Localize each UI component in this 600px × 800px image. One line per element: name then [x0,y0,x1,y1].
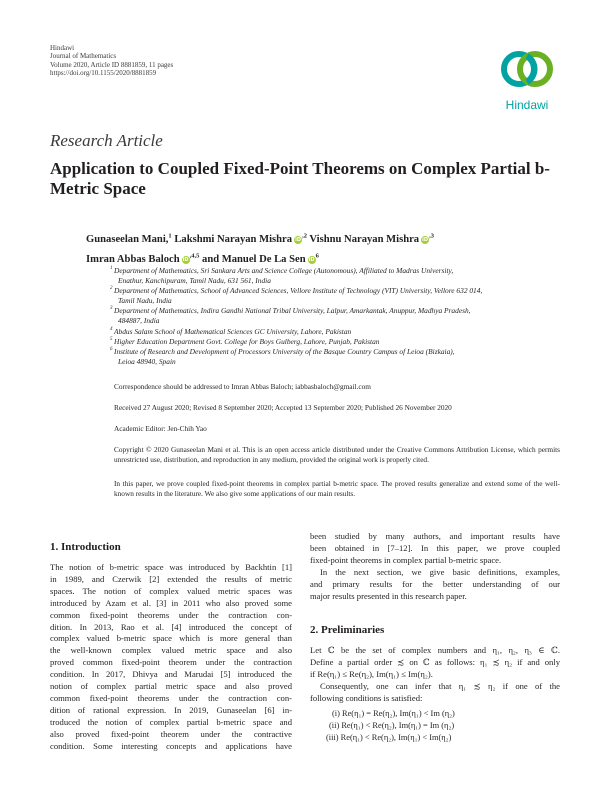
journal-meta [50,44,173,78]
right-column-intro [310,531,560,602]
hindawi-logo [497,45,557,112]
text-line: In the next section, we give basic definitions, examples, [320,566,560,577]
section-heading-introduction: 1. Introduction [50,541,121,553]
affiliation: 4 Abdus Salam School of Mathematical Sciences GC University, Lahore, Pakistan [110,326,352,336]
affiliation: 1 Department of Mathematics, Sri Sankara Arts and Science College (Autonomous), Affiliated to Madras University, Enathur, Kanchipuram, Tamil Nadu, 631 561, India [110,266,454,286]
text-line: troduced the notion of complex partial b-metric space and [50,716,292,727]
text-line: major results presented in this research paper. [310,590,467,601]
author: Vishnu Narayan Mishra $iD^{,3}$ [309,232,434,245]
text-line: following conditions is satisfied: [310,692,423,703]
orcid-icon[interactable]: iD [182,257,189,264]
introduction-body [50,562,292,753]
text-line: complex valued b-metric space which is more general than [50,633,292,644]
condition-item: (iii) Re(η₁) < Re(η₂), Im(η₁) < Im(η₂) [326,732,452,742]
text-line: Consequently, one can infer that η₁ ≾ η₂ if one of the [320,680,560,691]
text-line: the well-known complex valued metric space and also [50,645,292,656]
text-line: condition. Some interesting concepts and applications have [50,740,292,751]
affiliation: 6 Institute of Research and Development of Processors University of the Basque Country Campus of Leioa (Bizkaia), Leioa 48940, Spain [110,346,455,366]
hindawi-rings-icon [497,45,557,93]
affiliation: 2 Department of Mathematics, School of Advanced Sciences, Vellore Institute of Technology (VIT) University, Vellore 632 014, Tamil Nadu, India [110,286,483,306]
text-line: fixed-point theorems in complex partial b-metric space. [310,554,502,565]
article-title: Application to Coupled Fixed-Point Theorems on Complex Partial b-Metric Space [50,159,550,198]
volume-line: Volume 2020, Article ID 8881859, 11 pages [50,60,174,69]
author: Lakshmi Narayan Mishra $iD^{,2}$ [174,232,307,245]
condition-list [326,708,560,743]
doi-link[interactable]: https://doi.org/10.1155/2020/8881859 [50,69,157,78]
text-line: condition. In 2017, Dhivya and Marudai [5] introduced the [50,669,292,680]
text-line: common fixed-point theorems under the contraction con- [50,692,292,703]
text-line: if Re(η₁) ≤ Re(η₂), Im(η₁) ≤ Im(η₂). [310,668,433,679]
author: Imran Abbas Baloch $iD^{,4,5}$ [86,252,200,266]
affiliation-list [110,266,560,367]
abstract: In this paper, we prove coupled fixed-point theorems in complex partial b-metric space. The proved results generalize and extend some of the well-known results in the literature. We also give some applications of our main results. [114,479,560,498]
condition-item: (i) Re(η₁) = Re(η₂), Im(η₁) < Im (η₂) [332,709,455,718]
affiliation: 3 Department of Mathematics, Indira Gandhi National Tribal University, Lalpur, Amarkantak, Anuppur, Madhya Pradesh, 484887, India [110,306,471,326]
text-line: Define a partial order ≾ on ℂ as follows: η₁ ≾ η₂ if and only [310,656,560,667]
text-line: in 1989, and Czerwik [2] extended the results of metric [50,573,292,584]
orcid-icon[interactable]: iD [295,236,301,243]
article-type: Research Article [50,131,163,150]
condition-item: (ii) Re(η₁) < Re(η₂), Im(η₁) = Im (η₂) [329,720,455,730]
journal-name: Journal of Mathematics [50,52,117,61]
text-line: Let ℂ be the set of complex numbers and η₁, η₂, η₃ ∈ ℂ. [310,645,560,655]
text-line: common fixed-point theorems under the contraction con- [50,609,292,620]
publisher-name: Hindawi [50,44,75,52]
text-line: proved common fixed-point theorem under the contraction [50,657,292,668]
affiliation: 5 Higher Education Department Govt. College for Boys Gulberg, Lahore, Punjab, Pakistan [110,336,380,346]
text-line: also proved fixed-point theorem under the contractive [50,728,292,739]
text-line: introduced by Azam et al. [3] in 2011 who also proved some [50,597,292,608]
section-heading-preliminaries: 2. Preliminaries [310,624,385,636]
text-line: been studied by many authors, and important results have [310,531,560,541]
orcid-icon[interactable]: iD [422,236,429,243]
orcid-icon[interactable]: iD [308,257,315,264]
author: and Manuel De La Sen $iD^6$ [202,252,319,266]
text-line: dition. In 2013, Rao et al. [4] introduced the concept of [50,621,292,632]
received-dates: Received 27 August 2020; Revised 8 September 2020; Accepted 13 September 2020; Published 26 November 2020 [114,403,452,412]
author-list [86,227,556,268]
academic-editor: Academic Editor: Jen-Chih Yao [114,424,207,433]
text-line: and primary results for the better understanding of our [310,578,560,589]
text-line: spaces. The notion of complex valued metric spaces was [50,585,292,596]
text-line: dition of rational expression. In 2019, Gunaseelan [6] in- [50,704,292,715]
text-line: notion of complex partial metric space and also proved [50,681,292,692]
copyright-notice: Copyright © 2020 Gunaseelan Mani et al. This is an open access article distributed under the Creative Commons Attribution License, which permits unrestricted use, distribution, and reproduction in any medium, provided the original work is properly cited. [114,445,560,464]
logo-wordmark: Hindawi [505,98,549,112]
correspondence-note: Correspondence should be addressed to Imran Abbas Baloch; iabbasbaloch@gmail.com [114,382,371,391]
text-line: been obtained in [7–12]. In this paper, we prove coupled [310,542,560,553]
text-line: The notion of b-metric space was introduced by Backhtin [1] [50,562,292,572]
author: Gunaseelan Mani,$^1$ [86,232,172,245]
preliminaries-body [310,645,560,705]
